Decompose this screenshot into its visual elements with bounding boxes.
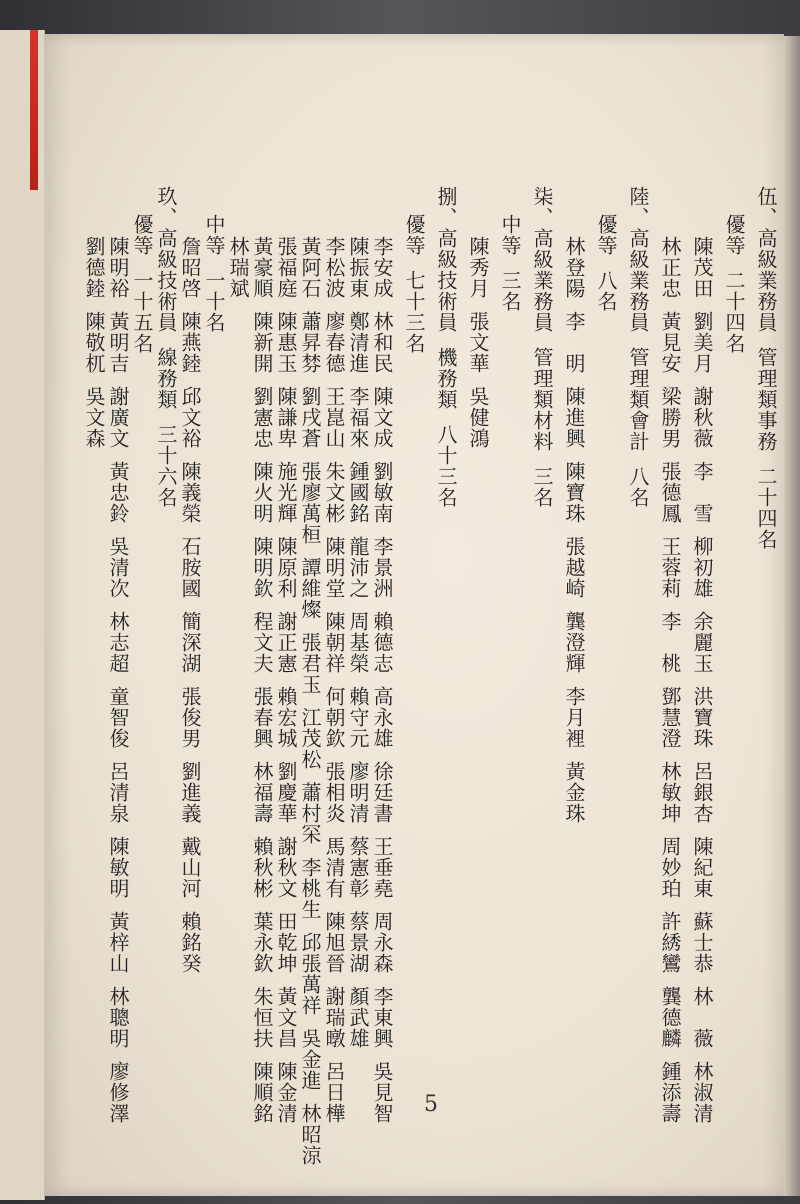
section-count: 八十三名 (434, 424, 458, 508)
section-marker: 玖、 (154, 186, 178, 228)
person-name: 劉敏南 (370, 461, 394, 524)
person-name: 田乾坤 (274, 911, 298, 974)
person-name: 張春興 (250, 686, 274, 749)
person-name: 童智俊 (106, 686, 130, 749)
person-name: 林淑清 (690, 1061, 714, 1124)
person-name: 吳健鴻 (466, 386, 490, 449)
person-name: 陳燕錴 (178, 311, 202, 374)
person-name: 林志超 (106, 611, 130, 674)
person-name: 陳敬杌 (82, 311, 106, 374)
person-name: 周妙珀 (658, 836, 682, 899)
person-name: 邱張萬祥 (298, 932, 322, 1016)
person-name: 賴德志 (370, 611, 394, 674)
person-name: 謝瑞暾 (322, 986, 346, 1049)
person-name: 馬清有 (322, 836, 346, 899)
person-name: 黃見安 (658, 311, 682, 374)
grade-label: 優等 (130, 214, 154, 256)
name-column (252, 236, 272, 1124)
person-name: 林正忠 (658, 236, 682, 299)
person-name: 謝秋薇 (690, 386, 714, 449)
person-name: 廖明清 (346, 761, 370, 824)
section-title: 高級技術員 (154, 228, 178, 333)
person-name: 張相炎 (322, 761, 346, 824)
person-name: 高永雄 (370, 686, 394, 749)
person-name: 劉戌蒼 (298, 386, 322, 449)
bookmark-ribbon (30, 30, 38, 190)
name-column (564, 236, 584, 824)
section-marker: 捌、 (434, 186, 458, 228)
person-name: 張德鳳 (658, 461, 682, 524)
person-name: 林昭涼 (298, 1103, 322, 1166)
person-name: 陳金清 (274, 1061, 298, 1124)
person-name: 朱文彬 (322, 461, 346, 524)
name-column (84, 236, 104, 449)
person-name: 余麗玉 (690, 611, 714, 674)
section-count: 三十六名 (154, 424, 178, 508)
person-name: 陳謙卑 (274, 386, 298, 449)
section-marker: 伍、 (754, 186, 778, 228)
person-name: 石胺國 (178, 536, 202, 599)
person-name: 陳明堂 (322, 536, 346, 599)
person-name: 賴秋彬 (250, 836, 274, 899)
person-name: 陳惠玉 (274, 311, 298, 374)
person-name: 賴守元 (346, 686, 370, 749)
person-name: 黃金珠 (562, 761, 586, 824)
section-count: 三名 (530, 466, 554, 508)
person-name: 簡深湖 (178, 611, 202, 674)
name-column (180, 236, 200, 974)
person-name: 林和民 (370, 311, 394, 374)
page-right-edge (784, 36, 800, 1196)
person-name: 陳原利 (274, 536, 298, 599)
page-number: 5 (424, 1092, 438, 1117)
person-name: 陳紀東 (690, 836, 714, 899)
grade-heading (724, 214, 744, 354)
grade-count: 一十名 (202, 270, 226, 333)
grade-count: 二十四名 (722, 270, 746, 354)
grade-heading (500, 214, 520, 312)
grade-heading (596, 214, 616, 312)
section-heading (756, 186, 776, 550)
section-marker: 陸、 (626, 186, 650, 228)
person-name: 龔德麟 (658, 986, 682, 1049)
person-name: 張廖萬桓 (298, 461, 322, 545)
person-name: 李 明 (562, 311, 586, 374)
person-name: 陳義榮 (178, 461, 202, 524)
person-name: 陳茂田 (690, 236, 714, 299)
person-name: 鍾添壽 (658, 1061, 682, 1124)
person-name: 劉德錴 (82, 236, 106, 299)
page-stack-left (0, 30, 45, 1200)
section-title: 高級業務員 (530, 228, 554, 333)
name-column (300, 236, 320, 1166)
name-column (324, 236, 344, 1124)
person-name: 李東興 (370, 986, 394, 1049)
person-name: 鄭清進 (346, 311, 370, 374)
person-name: 陳敏明 (106, 836, 130, 899)
person-name: 陳旭晉 (322, 911, 346, 974)
person-name: 黃明吉 (106, 311, 130, 374)
person-name: 陳明欽 (250, 536, 274, 599)
person-name: 林聰明 (106, 986, 130, 1049)
section-title: 高級業務員 (754, 228, 778, 333)
person-name: 蔡景湖 (346, 911, 370, 974)
grade-count: 一十五名 (130, 270, 154, 354)
person-name: 鄧慧澄 (658, 686, 682, 749)
name-column (372, 236, 392, 1124)
person-name: 呂銀杏 (690, 761, 714, 824)
section-heading (436, 186, 456, 508)
section-marker: 柒、 (530, 186, 554, 228)
section-category: 管理類材料 (530, 347, 554, 452)
person-name: 王崑山 (322, 386, 346, 449)
person-name: 王蓉莉 (658, 536, 682, 599)
grade-count: 七十三名 (402, 270, 426, 354)
grade-count: 三名 (498, 270, 522, 312)
person-name: 李 雪 (690, 461, 714, 524)
person-name: 謝廣文 (106, 386, 130, 449)
section-heading (628, 186, 648, 508)
person-name: 謝秋文 (274, 836, 298, 899)
person-name: 廖修澤 (106, 1061, 130, 1124)
grade-heading (204, 214, 224, 333)
person-name: 林敏坤 (658, 761, 682, 824)
grade-heading (404, 214, 424, 354)
person-name: 吳文森 (82, 386, 106, 449)
person-name: 李松波 (322, 236, 346, 299)
grade-label: 優等 (722, 214, 746, 256)
person-name: 李福來 (346, 386, 370, 449)
person-name: 葉永欽 (250, 911, 274, 974)
person-name: 劉憲忠 (250, 386, 274, 449)
person-name: 黃梓山 (106, 911, 130, 974)
person-name: 陳新開 (250, 311, 274, 374)
person-name: 廖春德 (322, 311, 346, 374)
person-name: 呂清泉 (106, 761, 130, 824)
person-name: 李景洲 (370, 536, 394, 599)
person-name: 吳金進 (298, 1028, 322, 1091)
person-name: 黃文昌 (274, 986, 298, 1049)
person-name: 譚維燦 (298, 557, 322, 620)
person-name: 呂日樺 (322, 1061, 346, 1124)
person-name: 周基榮 (346, 611, 370, 674)
person-name: 鍾國銘 (346, 461, 370, 524)
section-count: 二十四名 (754, 466, 778, 550)
person-name: 程文夫 (250, 611, 274, 674)
person-name: 李 桃 (658, 611, 682, 674)
grade-label: 優等 (402, 214, 426, 256)
person-name: 何朝欽 (322, 686, 346, 749)
name-column (108, 236, 128, 1124)
person-name: 陳明裕 (106, 236, 130, 299)
person-name: 陳寶珠 (562, 461, 586, 524)
person-name: 邱文裕 (178, 386, 202, 449)
person-name: 陳火明 (250, 461, 274, 524)
grade-label: 優等 (594, 214, 618, 256)
person-name: 周永森 (370, 911, 394, 974)
person-name: 龔澄輝 (562, 611, 586, 674)
person-name: 施光輝 (274, 461, 298, 524)
grade-label: 中等 (202, 214, 226, 256)
person-name: 許綉鸞 (658, 911, 682, 974)
person-name: 張文華 (466, 311, 490, 374)
person-name: 蔡憲彰 (346, 836, 370, 899)
grade-label: 中等 (498, 214, 522, 256)
person-name: 林瑞斌 (226, 236, 250, 299)
person-name: 吳清次 (106, 536, 130, 599)
person-name: 江茂松 (298, 707, 322, 770)
section-title: 高級業務員 (626, 228, 650, 333)
person-name: 吳見智 (370, 1061, 394, 1124)
name-column (228, 236, 248, 299)
section-heading (532, 186, 552, 508)
grade-count: 八名 (594, 270, 618, 312)
person-name: 洪寶珠 (690, 686, 714, 749)
section-category: 機務類 (434, 347, 458, 410)
person-name: 詹昭啓 (178, 236, 202, 299)
person-name: 龍沛之 (346, 536, 370, 599)
person-name: 顏武雄 (346, 986, 370, 1049)
person-name: 林福壽 (250, 761, 274, 824)
name-column (692, 236, 712, 1124)
person-name: 柳初雄 (690, 536, 714, 599)
person-name: 陳秀月 (466, 236, 490, 299)
person-name: 李安成 (370, 236, 394, 299)
section-count: 八名 (626, 466, 650, 508)
person-name: 陳順銘 (250, 1061, 274, 1124)
section-category: 管理類會計 (626, 347, 650, 452)
person-name: 蕭村罙 (298, 782, 322, 845)
person-name: 張越崎 (562, 536, 586, 599)
section-title: 高級技術員 (434, 228, 458, 333)
name-column (660, 236, 680, 1124)
section-category: 線務類 (154, 347, 178, 410)
person-name: 戴山河 (178, 836, 202, 899)
person-name: 蘇士恭 (690, 911, 714, 974)
name-column (348, 236, 368, 1049)
name-column (276, 236, 296, 1124)
person-name: 林登陽 (562, 236, 586, 299)
section-heading (156, 186, 176, 508)
person-name: 張君玉 (298, 632, 322, 695)
person-name: 黃忠鈴 (106, 461, 130, 524)
person-name: 賴宏城 (274, 686, 298, 749)
name-column (468, 236, 488, 449)
person-name: 劉慶華 (274, 761, 298, 824)
person-name: 朱恒扶 (250, 986, 274, 1049)
person-name: 劉進義 (178, 761, 202, 824)
grade-heading (132, 214, 152, 354)
person-name: 黃豪順 (250, 236, 274, 299)
person-name: 林 薇 (690, 986, 714, 1049)
person-name: 陳進興 (562, 386, 586, 449)
person-name: 蕭昇棼 (298, 311, 322, 374)
person-name: 李月裡 (562, 686, 586, 749)
person-name: 陳朝祥 (322, 611, 346, 674)
person-name: 賴銘癸 (178, 911, 202, 974)
section-category: 管理類事務 (754, 347, 778, 452)
person-name: 謝正憲 (274, 611, 298, 674)
person-name: 王垂堯 (370, 836, 394, 899)
person-name: 李桃生 (298, 857, 322, 920)
person-name: 梁勝男 (658, 386, 682, 449)
person-name: 黃阿石 (298, 236, 322, 299)
person-name: 徐廷書 (370, 761, 394, 824)
person-name: 陳文成 (370, 386, 394, 449)
person-name: 張俊男 (178, 686, 202, 749)
person-name: 張福庭 (274, 236, 298, 299)
person-name: 陳振東 (346, 236, 370, 299)
person-name: 劉美月 (690, 311, 714, 374)
